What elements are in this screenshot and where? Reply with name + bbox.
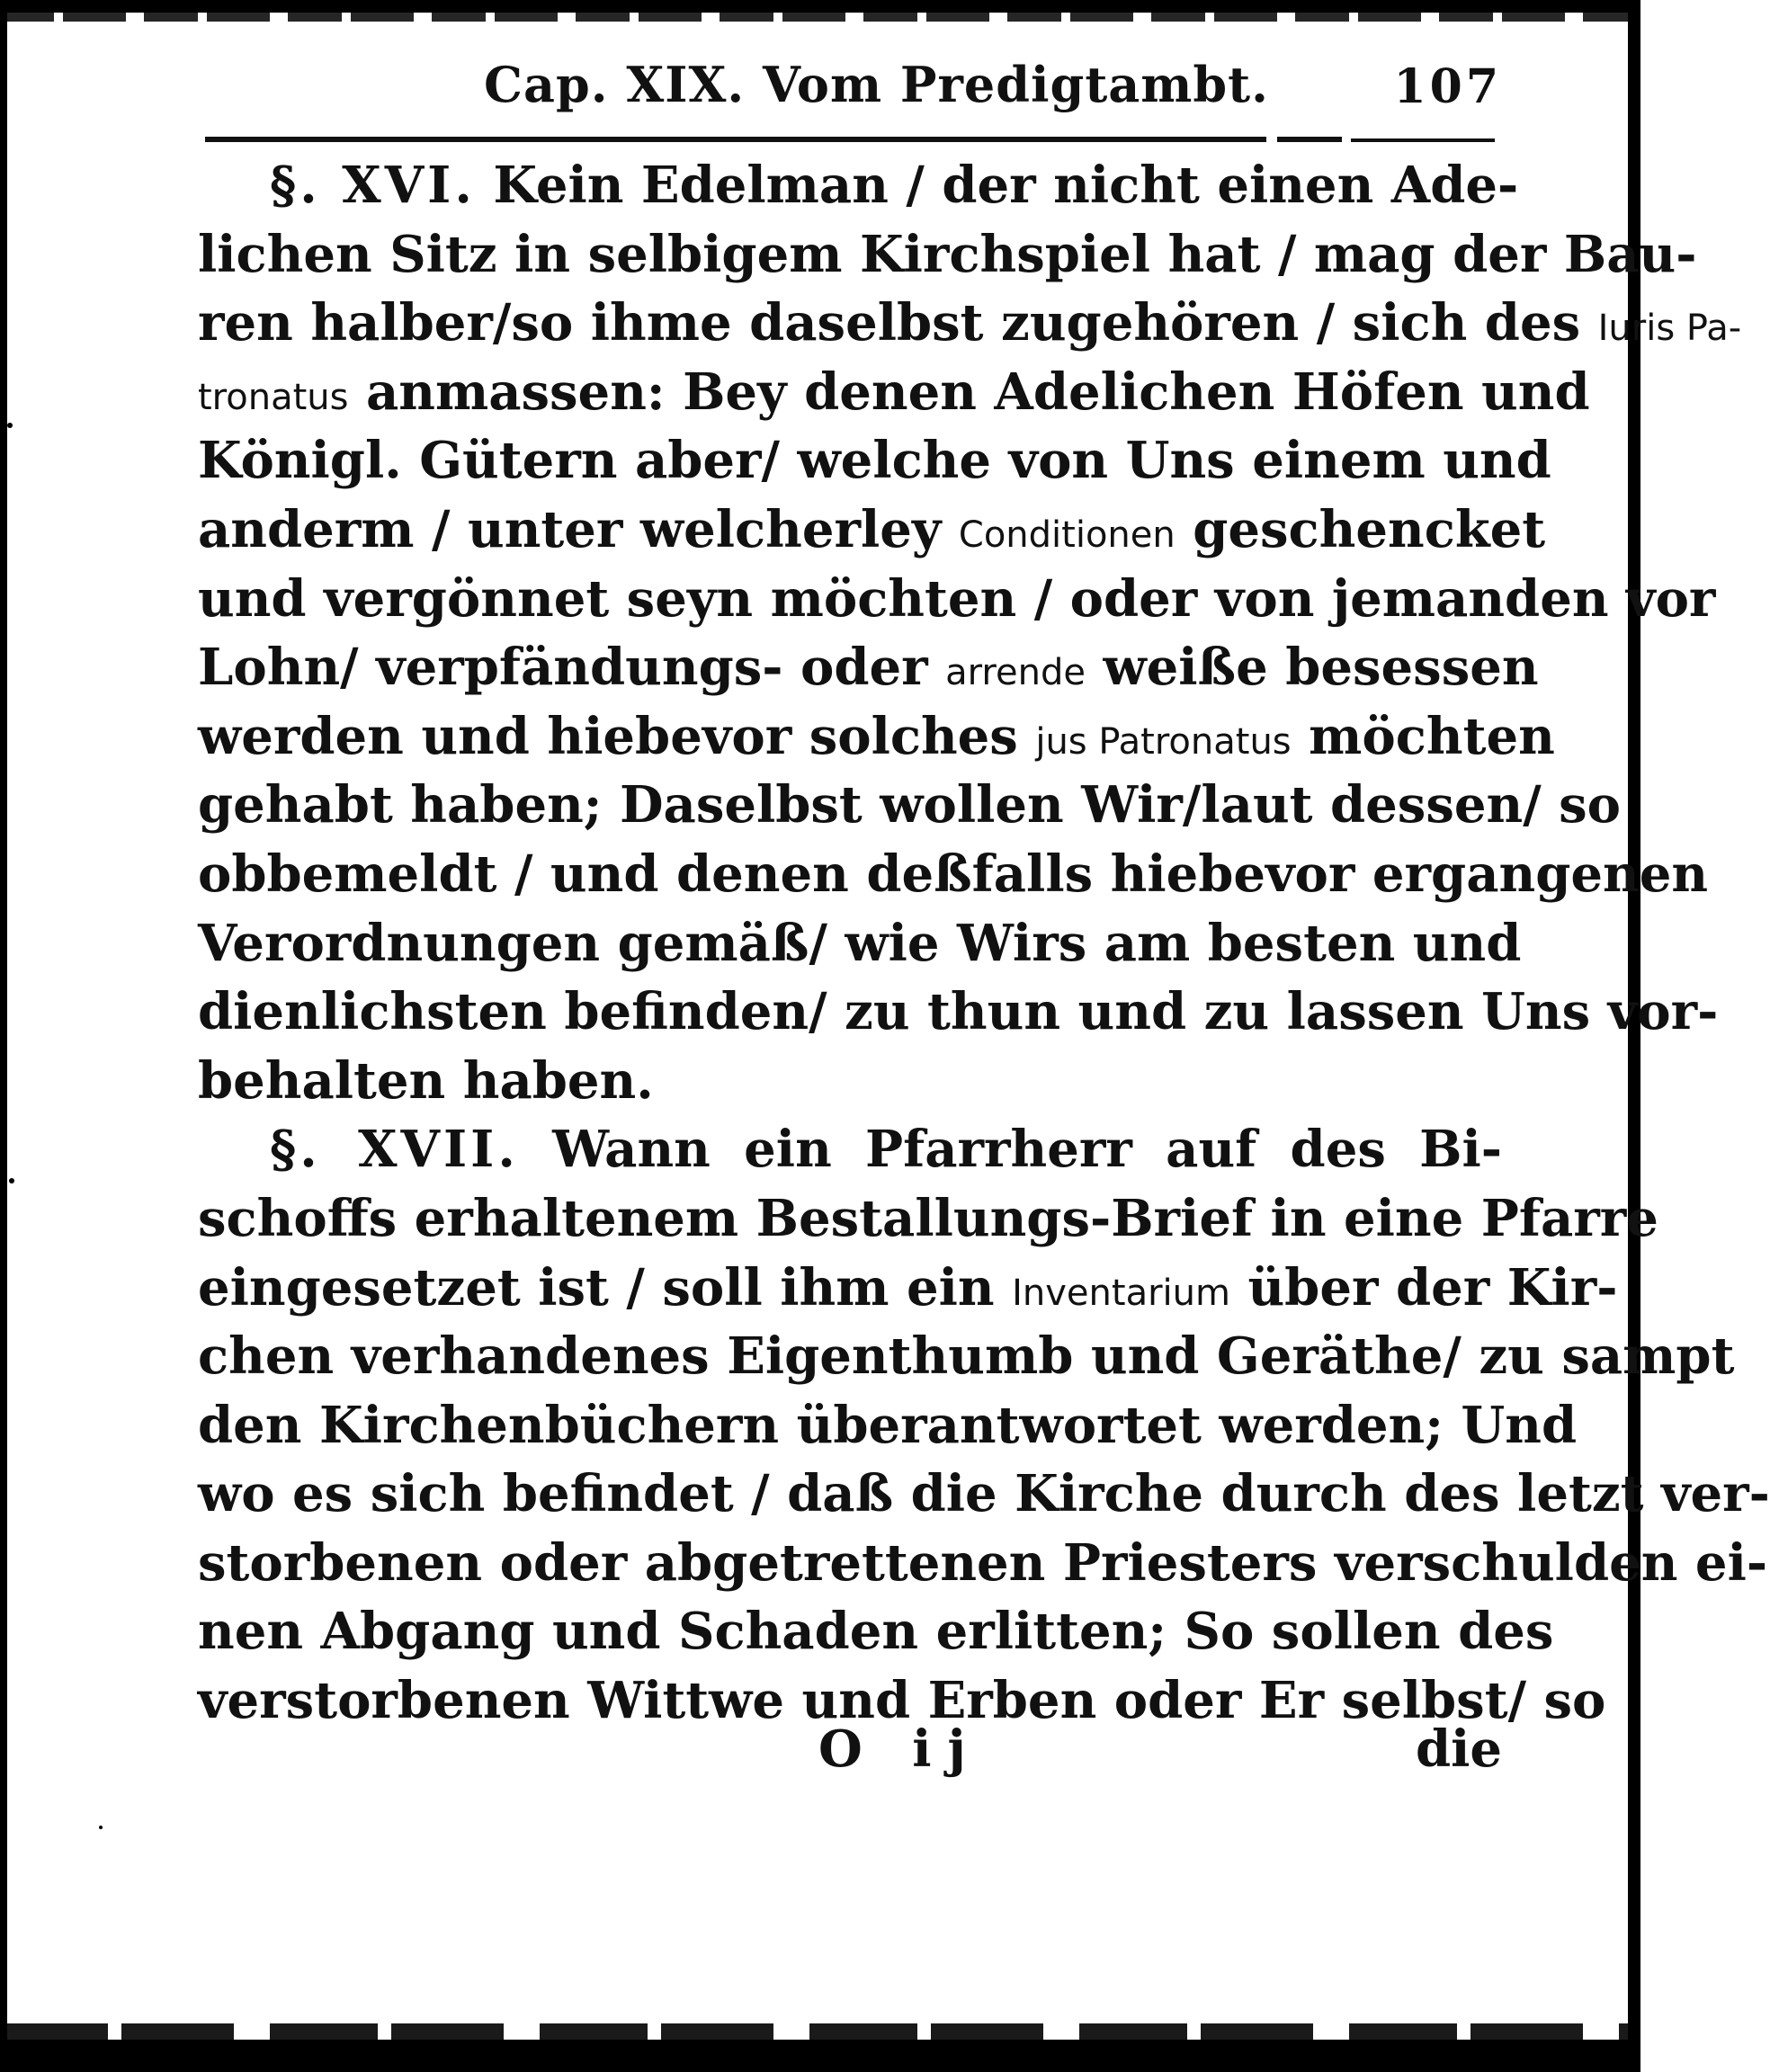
text-line	[198, 1391, 1578, 1460]
latin-term: arrende	[945, 652, 1086, 694]
scan-edge-bottom-streak	[0, 2023, 1640, 2040]
paragraph	[198, 1115, 1770, 1735]
text-run: Kein Edelman / der nicht einen Ade-	[475, 156, 1519, 215]
page-footer	[198, 1719, 1502, 1791]
text-line	[198, 1184, 1658, 1254]
text-run: werden und hiebevor solches	[198, 706, 1036, 766]
text-run: ren halber/so ihme daselbst zugehören / sich des	[198, 293, 1598, 353]
latin-term: jus Patronatus	[1035, 720, 1292, 763]
text-run: möchten	[1291, 706, 1555, 766]
text-line	[198, 565, 1716, 634]
text-run: storbenen oder abgetrettenen Priesters verschulden ei-	[198, 1532, 1768, 1593]
text-line	[198, 1460, 1770, 1529]
section-number: §. XVI.	[270, 156, 476, 215]
text-run: den Kirchenbüchern überantwortet werden; Und	[198, 1395, 1578, 1455]
paragraph	[198, 151, 1742, 1115]
text-run: eingesetzet ist / soll ihm ein	[198, 1257, 1013, 1317]
text-run: dienlichsten befinden/ zu thun und zu lassen Uns vor-	[198, 982, 1719, 1042]
text-run: chen verhandenes Eigenthumb und Geräthe/ zu sampt	[198, 1326, 1735, 1387]
text-line	[198, 1322, 1735, 1391]
latin-term: tronatus	[198, 376, 349, 418]
text-line	[198, 909, 1522, 978]
scan-speck	[7, 423, 13, 428]
text-run: behalten haben.	[198, 1050, 654, 1111]
text-run: nen Abgang und Schaden erlitten; So sollen des	[198, 1602, 1554, 1662]
header-rule-segment	[1277, 137, 1342, 142]
running-title: Cap. XIX. Vom Predigtambt.	[484, 56, 1269, 113]
text-run: schoffs erhaltenem Bestallungs-Brief in eine Pfarre	[198, 1188, 1658, 1248]
header-rule	[205, 137, 1266, 142]
text-run: obbemeldt / und denen deßfalls hiebevor ergangenen	[198, 844, 1709, 904]
text-run: Königl. Gütern aber/ welche von Uns einem und	[198, 431, 1551, 491]
text-line	[198, 496, 1546, 565]
scan-edge-top-streak	[0, 13, 1640, 22]
text-line	[198, 289, 1742, 358]
text-line	[198, 702, 1555, 772]
catchword: die	[1415, 1719, 1502, 1779]
section-number: §. XVII.	[270, 1120, 519, 1180]
text-run: Wann ein Pfarrherr auf des Bi-	[518, 1120, 1502, 1180]
text-line	[198, 426, 1551, 496]
text-run: wo es sich befindet / daß die Kirche durch des letzt ver-	[198, 1464, 1770, 1524]
text-line	[198, 220, 1697, 290]
text-line	[198, 978, 1719, 1047]
text-line	[198, 1047, 1502, 1116]
page-header	[198, 56, 1502, 128]
scan-speck	[99, 1826, 103, 1829]
text-line	[198, 358, 1590, 427]
page-number: 107	[1393, 59, 1502, 114]
text-run: verstorbenen Wittwe und Erben oder Er selbst/ so	[198, 1671, 1606, 1731]
header-rule-segment	[1351, 138, 1495, 142]
text-run: gehabt haben; Daselbst wollen Wir/laut dessen/ so	[198, 775, 1622, 835]
signature-mark: O ij	[818, 1719, 982, 1779]
latin-term: Iuris Pa-	[1597, 308, 1742, 350]
text-run: anmassen: Bey denen Adelichen Höfen und	[348, 362, 1590, 422]
text-run: über der Kir-	[1229, 1257, 1618, 1317]
text-run: geschencket	[1175, 499, 1546, 559]
text-run: Lohn/ verpfändungs- oder	[198, 638, 946, 698]
text-line	[198, 1115, 1502, 1184]
scan-edge-top	[0, 0, 1640, 13]
text-run: und vergönnet seyn möchten / oder von jemanden vor	[198, 568, 1716, 629]
text-line	[198, 840, 1709, 909]
text-run: weiße besessen	[1085, 638, 1539, 698]
text-run: Verordnungen gemäß/ wie Wirs am besten und	[198, 913, 1522, 973]
scan-edge-bottom	[0, 2040, 1640, 2072]
text-line	[198, 1597, 1554, 1666]
text-run: anderm / unter welcherley	[198, 499, 959, 559]
text-line	[198, 151, 1519, 220]
text-line	[198, 1254, 1618, 1323]
latin-term: Inventarium	[1012, 1272, 1230, 1314]
text-line	[198, 1529, 1768, 1598]
text-line	[198, 771, 1622, 840]
scan-speck	[9, 1178, 14, 1183]
scan-edge-left	[0, 0, 7, 2072]
body-text	[198, 151, 1770, 1736]
latin-term: Conditionen	[958, 514, 1176, 556]
text-run: lichen Sitz in selbigem Kirchspiel hat / mag der Bau-	[198, 224, 1697, 284]
text-line	[198, 633, 1539, 702]
